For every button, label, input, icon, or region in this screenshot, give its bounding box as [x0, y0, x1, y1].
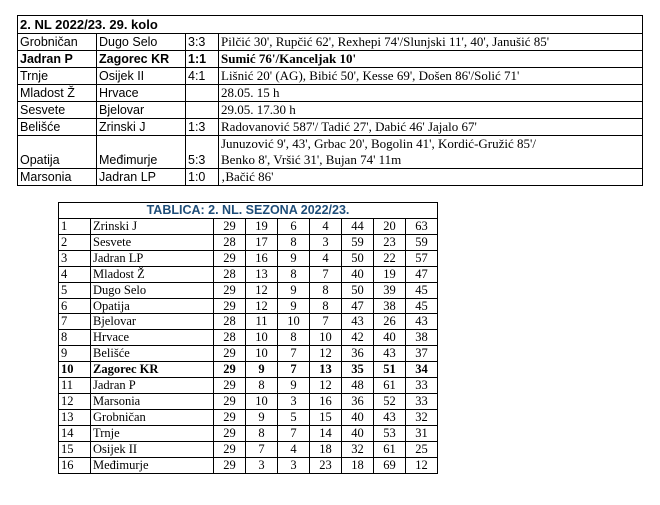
home-team: Sesvete — [18, 102, 97, 119]
played-cell: 29 — [214, 362, 246, 378]
scorers: Sumić 76'/Kanceljak 10' — [219, 51, 643, 68]
losses-cell: 12 — [310, 346, 342, 362]
result-row — [18, 34, 643, 51]
score: 1:0 — [186, 169, 219, 186]
standings-row — [59, 346, 438, 362]
team-cell: Grobničan — [91, 409, 214, 425]
result-row — [18, 119, 643, 136]
draws-cell: 8 — [278, 234, 310, 250]
points-cell: 32 — [406, 409, 438, 425]
wins-cell: 12 — [246, 298, 278, 314]
wins-cell: 11 — [246, 314, 278, 330]
played-cell: 29 — [214, 441, 246, 457]
results-title: 2. NL 2022/23. 29. kolo — [18, 16, 643, 34]
draws-cell: 3 — [278, 457, 310, 473]
losses-cell: 14 — [310, 425, 342, 441]
result-row — [18, 102, 643, 119]
standings-row — [59, 250, 438, 266]
draws-cell: 7 — [278, 346, 310, 362]
goals-against-cell: 43 — [374, 409, 406, 425]
team-cell: Belišće — [91, 346, 214, 362]
wins-cell: 10 — [246, 330, 278, 346]
team-cell: Hrvace — [91, 330, 214, 346]
goals-against-cell: 61 — [374, 378, 406, 394]
standings-title-row — [59, 203, 438, 219]
away-team: Dugo Selo — [97, 34, 186, 51]
played-cell: 29 — [214, 409, 246, 425]
team-cell: Opatija — [91, 298, 214, 314]
played-cell: 28 — [214, 234, 246, 250]
home-team: Jadran P — [18, 51, 97, 68]
losses-cell: 7 — [310, 314, 342, 330]
standings-row — [59, 425, 438, 441]
played-cell: 28 — [214, 314, 246, 330]
team-cell: Jadran LP — [91, 250, 214, 266]
wins-cell: 10 — [246, 346, 278, 362]
position-cell: 2 — [59, 234, 91, 250]
points-cell: 38 — [406, 330, 438, 346]
goals-against-cell: 52 — [374, 393, 406, 409]
team-cell: Međimurje — [91, 457, 214, 473]
goals-against-cell: 39 — [374, 282, 406, 298]
points-cell: 12 — [406, 457, 438, 473]
played-cell: 29 — [214, 346, 246, 362]
standings-row — [59, 282, 438, 298]
team-cell: Bjelovar — [91, 314, 214, 330]
losses-cell: 4 — [310, 250, 342, 266]
goals-against-cell: 51 — [374, 362, 406, 378]
scorers: Radovanović 587'/ Tadić 27', Dabić 46' Jajalo 67' — [219, 119, 643, 136]
position-cell: 5 — [59, 282, 91, 298]
scorers: Lišnić 20' (AG), Bibić 50', Kesse 69', Došen 86'/Solić 71' — [219, 68, 643, 85]
points-cell: 33 — [406, 393, 438, 409]
position-cell: 15 — [59, 441, 91, 457]
played-cell: 28 — [214, 266, 246, 282]
standings-row — [59, 409, 438, 425]
goals-for-cell: 36 — [342, 346, 374, 362]
goals-for-cell: 32 — [342, 441, 374, 457]
result-row — [18, 85, 643, 102]
draws-cell: 9 — [278, 378, 310, 394]
points-cell: 45 — [406, 282, 438, 298]
losses-cell: 10 — [310, 330, 342, 346]
team-cell: Zrinski J — [91, 219, 214, 235]
position-cell: 6 — [59, 298, 91, 314]
wins-cell: 9 — [246, 409, 278, 425]
goals-for-cell: 40 — [342, 425, 374, 441]
scorers-line: Benko 8', Vršić 31', Bujan 74' 11m — [221, 152, 402, 167]
position-cell: 16 — [59, 457, 91, 473]
home-team: Grobničan — [18, 34, 97, 51]
goals-against-cell: 19 — [374, 266, 406, 282]
results-table — [17, 15, 643, 186]
points-cell: 31 — [406, 425, 438, 441]
goals-for-cell: 59 — [342, 234, 374, 250]
team-cell: Zagorec KR — [91, 362, 214, 378]
wins-cell: 19 — [246, 219, 278, 235]
score: 1:3 — [186, 119, 219, 136]
away-team: Jadran LP — [97, 169, 186, 186]
results-title-row — [18, 16, 643, 34]
score: 1:1 — [186, 51, 219, 68]
goals-against-cell: 61 — [374, 441, 406, 457]
played-cell: 29 — [214, 393, 246, 409]
team-cell: Sesvete — [91, 234, 214, 250]
position-cell: 8 — [59, 330, 91, 346]
goals-for-cell: 40 — [342, 409, 374, 425]
goals-for-cell: 40 — [342, 266, 374, 282]
position-cell: 7 — [59, 314, 91, 330]
draws-cell: 8 — [278, 266, 310, 282]
away-team: Međimurje — [97, 136, 186, 169]
standings-row — [59, 298, 438, 314]
draws-cell: 5 — [278, 409, 310, 425]
goals-for-cell: 36 — [342, 393, 374, 409]
played-cell: 28 — [214, 330, 246, 346]
played-cell: 29 — [214, 457, 246, 473]
losses-cell: 23 — [310, 457, 342, 473]
wins-cell: 12 — [246, 282, 278, 298]
score: 5:3 — [186, 136, 219, 169]
played-cell: 29 — [214, 250, 246, 266]
score: 3:3 — [186, 34, 219, 51]
draws-cell: 3 — [278, 393, 310, 409]
points-cell: 57 — [406, 250, 438, 266]
wins-cell: 13 — [246, 266, 278, 282]
wins-cell: 10 — [246, 393, 278, 409]
goals-for-cell: 18 — [342, 457, 374, 473]
goals-for-cell: 43 — [342, 314, 374, 330]
home-team: Mladost Ž — [18, 85, 97, 102]
wins-cell: 8 — [246, 378, 278, 394]
position-cell: 10 — [59, 362, 91, 378]
points-cell: 25 — [406, 441, 438, 457]
losses-cell: 3 — [310, 234, 342, 250]
away-team: Bjelovar — [97, 102, 186, 119]
standings-row — [59, 234, 438, 250]
team-cell: Trnje — [91, 425, 214, 441]
standings-row — [59, 330, 438, 346]
result-row — [18, 136, 643, 169]
standings-row — [59, 362, 438, 378]
goals-against-cell: 53 — [374, 425, 406, 441]
draws-cell: 10 — [278, 314, 310, 330]
team-cell: Mladost Ž — [91, 266, 214, 282]
goals-against-cell: 26 — [374, 314, 406, 330]
position-cell: 13 — [59, 409, 91, 425]
losses-cell: 8 — [310, 282, 342, 298]
goals-against-cell: 40 — [374, 330, 406, 346]
wins-cell: 3 — [246, 457, 278, 473]
goals-against-cell: 22 — [374, 250, 406, 266]
points-cell: 63 — [406, 219, 438, 235]
draws-cell: 4 — [278, 441, 310, 457]
score: 4:1 — [186, 68, 219, 85]
standings-table — [58, 202, 438, 474]
draws-cell: 9 — [278, 250, 310, 266]
losses-cell: 18 — [310, 441, 342, 457]
team-cell: Marsonia — [91, 393, 214, 409]
goals-for-cell: 47 — [342, 298, 374, 314]
standings-row — [59, 393, 438, 409]
draws-cell: 8 — [278, 330, 310, 346]
result-row — [18, 68, 643, 85]
draws-cell: 9 — [278, 298, 310, 314]
score — [186, 85, 219, 102]
goals-for-cell: 42 — [342, 330, 374, 346]
losses-cell: 12 — [310, 378, 342, 394]
team-cell: Jadran P — [91, 378, 214, 394]
position-cell: 4 — [59, 266, 91, 282]
goals-against-cell: 38 — [374, 298, 406, 314]
losses-cell: 7 — [310, 266, 342, 282]
wins-cell: 7 — [246, 441, 278, 457]
away-team: Osijek II — [97, 68, 186, 85]
losses-cell: 13 — [310, 362, 342, 378]
played-cell: 29 — [214, 298, 246, 314]
goals-against-cell: 43 — [374, 346, 406, 362]
away-team: Zagorec KR — [97, 51, 186, 68]
wins-cell: 17 — [246, 234, 278, 250]
losses-cell: 16 — [310, 393, 342, 409]
standings-row — [59, 457, 438, 473]
goals-for-cell: 50 — [342, 282, 374, 298]
home-team: Marsonia — [18, 169, 97, 186]
team-cell: Dugo Selo — [91, 282, 214, 298]
home-team: Trnje — [18, 68, 97, 85]
position-cell: 1 — [59, 219, 91, 235]
score — [186, 102, 219, 119]
position-cell: 3 — [59, 250, 91, 266]
played-cell: 29 — [214, 219, 246, 235]
played-cell: 29 — [214, 282, 246, 298]
losses-cell: 4 — [310, 219, 342, 235]
goals-against-cell: 20 — [374, 219, 406, 235]
away-team: Hrvace — [97, 85, 186, 102]
points-cell: 59 — [406, 234, 438, 250]
position-cell: 11 — [59, 378, 91, 394]
standings-row — [59, 219, 438, 235]
goals-for-cell: 48 — [342, 378, 374, 394]
home-team: Opatija — [18, 136, 97, 169]
losses-cell: 8 — [310, 298, 342, 314]
losses-cell: 15 — [310, 409, 342, 425]
points-cell: 37 — [406, 346, 438, 362]
position-cell: 9 — [59, 346, 91, 362]
standings-row — [59, 378, 438, 394]
standings-title: TABLICA: 2. NL. SEZONA 2022/23. — [59, 203, 438, 219]
home-team: Belišće — [18, 119, 97, 136]
scorers: Pilčić 30', Rupčić 62', Rexhepi 74'/Slunjski 11', 40', Janušić 85' — [219, 34, 643, 51]
standings-row — [59, 314, 438, 330]
draws-cell: 7 — [278, 362, 310, 378]
draws-cell: 9 — [278, 282, 310, 298]
points-cell: 33 — [406, 378, 438, 394]
draws-cell: 6 — [278, 219, 310, 235]
wins-cell: 16 — [246, 250, 278, 266]
goals-for-cell: 35 — [342, 362, 374, 378]
result-row — [18, 51, 643, 68]
position-cell: 12 — [59, 393, 91, 409]
played-cell: 29 — [214, 425, 246, 441]
scorers: ‚Bačić 86' — [219, 169, 643, 186]
goals-against-cell: 23 — [374, 234, 406, 250]
points-cell: 43 — [406, 314, 438, 330]
team-cell: Osijek II — [91, 441, 214, 457]
draws-cell: 7 — [278, 425, 310, 441]
standings-row — [59, 441, 438, 457]
scorers-line: Junuzović 9', 43', Grbac 20', Bogolin 41', Kordić-Gružić 85'/ — [221, 136, 536, 151]
points-cell: 45 — [406, 298, 438, 314]
wins-cell: 8 — [246, 425, 278, 441]
goals-against-cell: 69 — [374, 457, 406, 473]
standings-row — [59, 266, 438, 282]
played-cell: 29 — [214, 378, 246, 394]
wins-cell: 9 — [246, 362, 278, 378]
away-team: Zrinski J — [97, 119, 186, 136]
scorers — [219, 136, 643, 169]
points-cell: 34 — [406, 362, 438, 378]
scorers: 28.05. 15 h — [219, 85, 643, 102]
goals-for-cell: 50 — [342, 250, 374, 266]
result-row — [18, 169, 643, 186]
position-cell: 14 — [59, 425, 91, 441]
goals-for-cell: 44 — [342, 219, 374, 235]
scorers: 29.05. 17.30 h — [219, 102, 643, 119]
points-cell: 47 — [406, 266, 438, 282]
